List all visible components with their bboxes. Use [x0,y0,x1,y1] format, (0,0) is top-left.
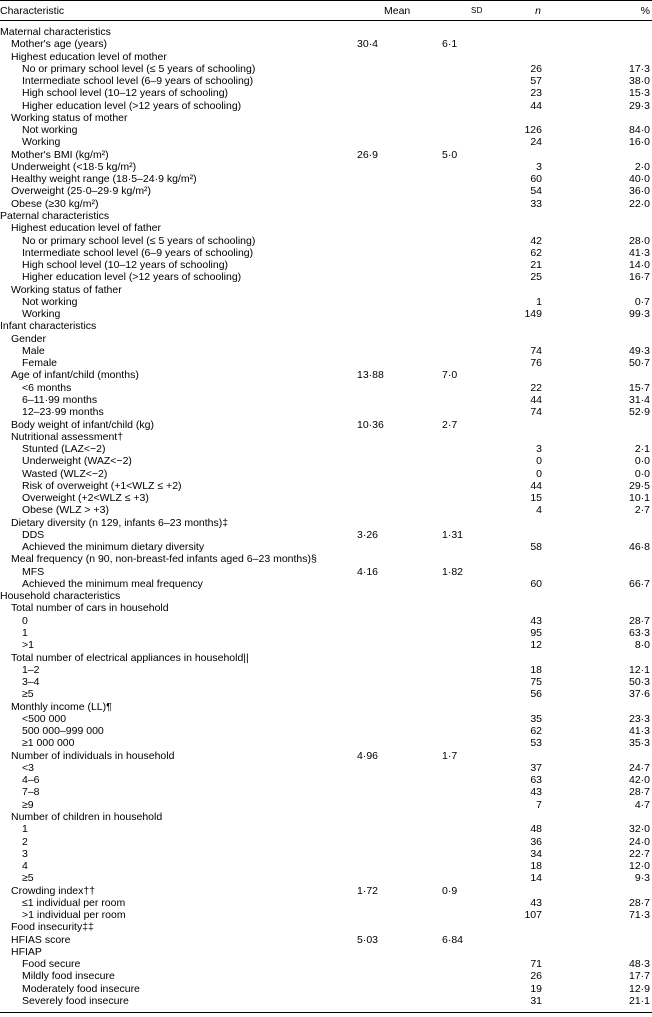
row-label: High school level (10–12 years of schooling) [22,259,229,272]
header-characteristic: Characteristic [0,5,65,17]
row-percent: 8·0 [634,639,650,652]
row-n: 57 [530,75,542,88]
row-label: Number of individuals in household [11,749,175,762]
row-n: 25 [530,271,542,284]
row-label: MFS [22,565,45,578]
row-label: Crowding index†† [11,884,96,897]
table-row [0,480,652,492]
row-percent: 32·0 [628,823,650,836]
row-percent: 38·0 [628,75,650,88]
header-sd: SD [471,6,483,15]
bottom-rule [0,1012,652,1013]
row-n: 12 [530,639,542,652]
row-label: 3 [22,847,28,860]
table-row [0,136,652,148]
row-percent: 63·3 [628,627,650,640]
table-row [0,627,652,639]
row-n: 60 [530,577,542,590]
row-sd: 7·0 [442,369,458,382]
row-mean: 10·36 [357,418,384,431]
row-percent: 99·3 [628,308,650,321]
table-row [0,468,652,480]
table-row [0,38,652,50]
row-percent: 16·7 [628,271,650,284]
row-label: Risk of overweight (+1<WLZ ≤ +2) [22,479,182,492]
table-row [0,431,652,443]
row-n: 3 [536,160,542,173]
row-label: HFIAS score [11,933,71,946]
row-label: Underweight (WAZ<−2) [22,455,132,468]
row-percent: 10·1 [628,492,650,505]
row-n: 33 [530,197,542,210]
row-percent: 4·7 [634,798,650,811]
row-percent: 21·1 [628,994,650,1007]
row-label: 4 [22,860,28,873]
row-label: Paternal characteristics [0,209,110,222]
row-mean: 5·03 [357,933,379,946]
row-n: 48 [530,823,542,836]
table-row [0,443,652,455]
row-percent: 22·0 [628,197,650,210]
row-n: 75 [530,676,542,689]
row-sd: 6·84 [442,933,464,946]
row-label: Working [22,308,61,321]
row-label: Obese (WLZ > +3) [22,504,109,517]
row-label: Moderately food insecure [22,982,140,995]
table-header [0,0,652,20]
row-label: ≥5 [22,688,34,701]
row-percent: 41·3 [628,725,650,738]
table-row [0,602,652,614]
row-n: 74 [530,406,542,419]
table-row [0,750,652,762]
row-percent: 24·7 [628,761,650,774]
row-n: 18 [530,663,542,676]
row-label: Working status of father [11,283,122,296]
table-row [0,566,652,578]
row-percent: 12·0 [628,860,650,873]
table-row [0,100,652,112]
table-row [0,934,652,946]
table-row [0,983,652,995]
table-row [0,541,652,553]
table-row [0,369,652,381]
row-percent: 16·0 [628,136,650,149]
row-percent: 15·3 [628,87,650,100]
table-row [0,639,652,651]
row-n: 0 [536,467,542,480]
row-n: 24 [530,136,542,149]
table-row [0,799,652,811]
row-percent: 2·7 [634,504,650,517]
row-n: 58 [530,541,542,554]
table-row [0,701,652,713]
row-percent: 29·5 [628,479,650,492]
row-n: 18 [530,860,542,873]
row-label: Wasted (WLZ<−2) [22,467,108,480]
table-row [0,296,652,308]
row-n: 76 [530,357,542,370]
table-row [0,517,652,529]
row-n: 44 [530,479,542,492]
table-row [0,161,652,173]
header-mean: Mean [384,5,411,17]
row-percent: 2·1 [634,443,650,456]
row-n: 43 [530,896,542,909]
row-label: No or primary school level (≤ 5 years of schooling) [22,62,256,75]
row-percent: 35·3 [628,737,650,750]
row-label: Food secure [22,958,81,971]
row-n: 23 [530,87,542,100]
row-n: 107 [524,909,542,922]
table-row [0,455,652,467]
row-n: 34 [530,847,542,860]
row-mean: 3·26 [357,528,379,541]
table-row [0,836,652,848]
row-label: Total number of electrical appliances in household|| [11,651,249,664]
table-row [0,615,652,627]
row-percent: 52·9 [628,406,650,419]
row-n: 53 [530,737,542,750]
row-mean: 1·72 [357,884,379,897]
row-label: Highest education level of mother [11,50,167,63]
row-label: Obese (≥30 kg/m²) [11,197,99,210]
row-n: 37 [530,761,542,774]
table-row [0,308,652,320]
row-label: Underweight (<18·5 kg/m²) [11,160,137,173]
table-row [0,235,652,247]
table-row [0,762,652,774]
row-label: 1 [22,627,28,640]
table-row [0,259,652,271]
row-label: Achieved the minimum meal frequency [22,577,203,590]
row-label: Higher education level (>12 years of schooling) [22,99,242,112]
row-label: No or primary school level (≤ 5 years of schooling) [22,234,256,247]
table-row [0,774,652,786]
row-n: 56 [530,688,542,701]
row-n: 3 [536,443,542,456]
table-row [0,725,652,737]
row-label: ≤1 individual per room [22,896,126,909]
table-row [0,406,652,418]
table-row [0,848,652,860]
table-row [0,112,652,124]
row-percent: 0·0 [634,455,650,468]
row-n: 62 [530,246,542,259]
row-label: Working [22,136,61,149]
row-label: Overweight (25·0–29·9 kg/m²) [11,185,152,198]
table-row [0,173,652,185]
row-label: 0 [22,614,28,627]
row-n: 21 [530,259,542,272]
row-label: Food insecurity‡‡ [11,921,94,934]
table-row [0,995,652,1007]
row-label: High school level (10–12 years of schooling) [22,87,229,100]
row-label: <3 [22,761,34,774]
row-label: 12–23·99 months [22,406,104,419]
table-row [0,394,652,406]
row-label: ≥1 000 000 [22,737,75,750]
row-label: ≥5 [22,872,34,885]
row-n: 15 [530,492,542,505]
row-percent: 29·3 [628,99,650,112]
row-percent: 28·7 [628,786,650,799]
table-row [0,970,652,982]
table-row [0,149,652,161]
table-row [0,75,652,87]
row-percent: 28·7 [628,614,650,627]
row-percent: 31·4 [628,393,650,406]
row-percent: 84·0 [628,124,650,137]
table-row [0,320,652,332]
row-percent: 66·7 [628,577,650,590]
row-n: 19 [530,982,542,995]
row-percent: 12·1 [628,663,650,676]
row-n: 54 [530,185,542,198]
row-n: 42 [530,234,542,247]
table-row [0,210,652,222]
row-percent: 17·7 [628,970,650,983]
row-percent: 17·3 [628,62,650,75]
table-row [0,909,652,921]
row-percent: 28·7 [628,896,650,909]
row-mean: 4·16 [357,565,379,578]
row-sd: 1·7 [442,749,458,762]
row-label: Household characteristics [0,590,121,603]
table-row [0,737,652,749]
row-label: Male [22,344,45,357]
row-percent: 9·3 [634,872,650,885]
row-label: Not working [22,124,78,137]
table-row [0,885,652,897]
row-sd: 2·7 [442,418,458,431]
table-row [0,578,652,590]
row-n: 0 [536,455,542,468]
row-n: 43 [530,786,542,799]
table-row [0,664,652,676]
row-percent: 40·0 [628,173,650,186]
row-label: Nutritional assessment† [11,430,124,443]
row-label: Gender [11,332,47,345]
row-percent: 12·9 [628,982,650,995]
row-mean: 13·88 [357,369,384,382]
row-n: 44 [530,393,542,406]
row-n: 60 [530,173,542,186]
row-percent: 42·0 [628,774,650,787]
row-n: 126 [524,124,542,137]
row-label: Infant characteristics [0,320,97,333]
table-row [0,26,652,38]
row-label: Severely food insecure [22,994,129,1007]
row-label: >1 individual per room [22,909,126,922]
table-row [0,87,652,99]
row-label: 1 [22,823,28,836]
row-percent: 24·0 [628,835,650,848]
row-label: Female [22,357,58,370]
row-label: Achieved the minimum dietary diversity [22,541,205,554]
table-row [0,860,652,872]
row-n: 14 [530,872,542,885]
row-label: >1 [22,639,34,652]
table-row [0,333,652,345]
table-row [0,222,652,234]
row-percent: 36·0 [628,185,650,198]
table-row [0,247,652,259]
row-percent: 14·0 [628,259,650,272]
row-label: 3–4 [22,676,40,689]
row-n: 36 [530,835,542,848]
row-n: 74 [530,344,542,357]
row-label: Overweight (+2<WLZ ≤ +3) [22,492,149,505]
table-row [0,713,652,725]
row-percent: 41·3 [628,246,650,259]
row-percent: 37·6 [628,688,650,701]
row-label: <500 000 [22,712,67,725]
row-n: 35 [530,712,542,725]
table-row [0,590,652,602]
table-row [0,345,652,357]
row-n: 43 [530,614,542,627]
row-label: Working status of mother [11,111,128,124]
table-row [0,63,652,75]
row-n: 7 [536,798,542,811]
table-row [0,382,652,394]
row-n: 31 [530,994,542,1007]
row-mean: 26·9 [357,148,379,161]
row-percent: 46·8 [628,541,650,554]
table-row [0,271,652,283]
row-label: 500 000–999 000 [22,725,104,738]
row-label: 2 [22,835,28,848]
row-label: Mildly food insecure [22,970,115,983]
table-row [0,419,652,431]
row-percent: 22·7 [628,847,650,860]
row-sd: 1·82 [442,565,464,578]
row-label: Total number of cars in household [11,602,169,615]
row-percent: 48·3 [628,958,650,971]
row-percent: 2·0 [634,160,650,173]
row-label: Age of infant/child (months) [11,369,139,382]
row-label: Mother's BMI (kg/m²) [11,148,109,161]
table-row [0,946,652,958]
row-sd: 5·0 [442,148,458,161]
table-row [0,823,652,835]
row-percent: 50·3 [628,676,650,689]
table-row [0,811,652,823]
table-body [0,26,652,1007]
table-row [0,553,652,565]
table-row [0,958,652,970]
row-n: 22 [530,381,542,394]
row-label: <6 months [22,381,72,394]
header-n: n [535,5,541,17]
table-row [0,786,652,798]
table-row [0,124,652,136]
table-row [0,185,652,197]
table-row [0,652,652,664]
row-percent: 0·0 [634,467,650,480]
row-label: 6–11·99 months [22,393,98,406]
row-n: 1 [536,295,542,308]
table-row [0,529,652,541]
row-n: 62 [530,725,542,738]
row-percent: 71·3 [628,909,650,922]
row-label: 1–2 [22,663,40,676]
table-row [0,872,652,884]
row-mean: 4·96 [357,749,379,762]
row-label: Healthy weight range (18·5–24·9 kg/m²) [11,173,197,186]
row-n: 26 [530,970,542,983]
table-row [0,357,652,369]
row-n: 63 [530,774,542,787]
table-row [0,688,652,700]
row-mean: 30·4 [357,38,379,51]
row-label: Intermediate school level (6–9 years of schooling) [22,75,254,88]
header-percent: % [640,5,650,17]
row-label: Body weight of infant/child (kg) [11,418,154,431]
row-percent: 15·7 [628,381,650,394]
table-row [0,198,652,210]
table-row [0,492,652,504]
table-row [0,284,652,296]
row-label: Intermediate school level (6–9 years of schooling) [22,246,254,259]
row-sd: 6·1 [442,38,458,51]
row-sd: 1·31 [442,528,464,541]
row-label: Monthly income (LL)¶ [11,700,112,713]
row-label: DDS [22,528,45,541]
row-percent: 50·7 [628,357,650,370]
row-percent: 49·3 [628,344,650,357]
row-n: 149 [524,308,542,321]
row-label: ≥9 [22,798,34,811]
row-label: Mother's age (years) [11,38,107,51]
row-label: Meal frequency (n 90, non-breast-fed infants aged 6–23 months)§ [11,553,317,566]
row-label: HFIAP [11,945,42,958]
row-n: 26 [530,62,542,75]
header-rule [0,20,652,21]
row-n: 4 [536,504,542,517]
row-n: 71 [530,958,542,971]
row-n: 44 [530,99,542,112]
table-row [0,897,652,909]
row-label: Highest education level of father [11,222,162,235]
row-label: Not working [22,295,78,308]
table-row [0,921,652,933]
row-percent: 28·0 [628,234,650,247]
table-row [0,676,652,688]
row-percent: 23·3 [628,712,650,725]
row-label: Maternal characteristics [0,26,111,38]
row-label: 7–8 [22,786,40,799]
table-row [0,51,652,63]
row-label: Stunted (LAZ<−2) [22,443,106,456]
row-label: Higher education level (>12 years of schooling) [22,271,242,284]
row-n: 95 [530,627,542,640]
row-percent: 0·7 [634,295,650,308]
table-row [0,504,652,516]
row-sd: 0·9 [442,884,458,897]
row-label: 4–6 [22,774,40,787]
row-label: Number of children in household [11,811,163,823]
row-label: Dietary diversity (n 129, infants 6–23 months)‡ [11,516,229,529]
